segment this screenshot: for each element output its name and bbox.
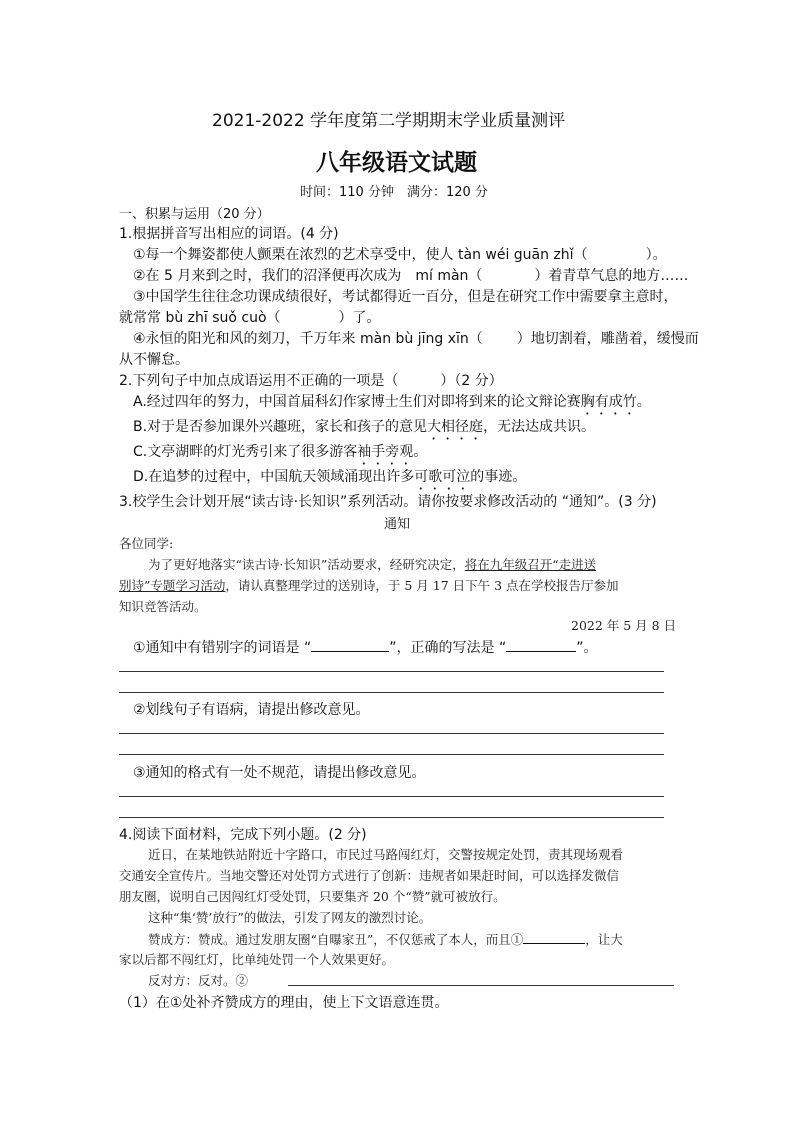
- q4-passage-line-5: 赞成方：赞成。通过发朋友圈“自曝家丑”，不仅惩戒了本人，而且① ，让大: [148, 929, 623, 948]
- q1-item-2: ②在 5 月来到之时，我们的沼泽便再次成为 mí màn（ ）着青草气息的地方……: [133, 268, 689, 284]
- q1-item-3b: 就常常 bù zhī suǒ cuò（ ）了。: [119, 310, 381, 326]
- notice-body-line-2: 别诗”专题学习活动，请认真整理学过的送别诗，于 5 月 17 日下午 3 点在学校报告厅参加: [119, 578, 619, 593]
- q2-stem: 2.下列句子中加点成语运用不正确的一项是（ ）（2 分）: [119, 373, 503, 389]
- answer-line[interactable]: [119, 796, 664, 797]
- q4-stem: 4.阅读下面材料，完成下列小题。(2 分): [119, 827, 367, 843]
- q1-stem: 1.根据拼音写出相应的词语。(4 分): [119, 226, 339, 242]
- answer-line[interactable]: [119, 817, 664, 818]
- q2-option-b: B.对于是否参加课外兴趣班，家长和孩子的意见大相径庭，无法达成共识。: [133, 419, 596, 435]
- notice-title: 通知: [384, 517, 411, 532]
- q4-passage-line-1: 近日，在某地铁站附近十字路口，市民过马路闯红灯，交警按规定处罚，责其现场观看: [148, 847, 624, 862]
- q1-item-3a: ③中国学生往往念功课成绩很好，考试都得近一百分，但是在研究工作中需要拿主意时，: [133, 289, 678, 305]
- q3-sub-2: ②划线句子有语病，请提出修改意见。: [133, 702, 370, 718]
- q4-passage-line-6: 家以后都不闯红灯，比单纯处罚一个人效果更好。: [119, 952, 395, 967]
- q4-passage-line-3: 朋友圈，说明自己因闯红灯受处罚，只要集齐 20 个“赞”就可被放行。: [119, 889, 506, 904]
- answer-blank[interactable]: [506, 637, 576, 652]
- answer-line[interactable]: [119, 733, 664, 734]
- q3-sub-1: ①通知中有错别字的词语是 “ ”，正确的写法是 “ ”。: [133, 637, 598, 657]
- answer-blank[interactable]: [523, 929, 585, 944]
- section-heading: 一、积累与运用（20 分）: [119, 207, 270, 222]
- q4-passage-line-7: 反对方：反对。②: [148, 973, 249, 988]
- answer-blank[interactable]: [311, 637, 389, 652]
- q1-item-1: ①每一个舞姿都使人颤栗在浓烈的艺术享受中，使人 tàn wéi guān zhǐ（ ）。: [133, 247, 667, 263]
- notice-body-line-3: 知识竞答活动。: [119, 599, 207, 614]
- q3-sub-3: ③通知的格式有一处不规范，请提出修改意见。: [133, 765, 426, 781]
- answer-line[interactable]: [119, 671, 664, 672]
- notice-date: 2022 年 5 月 8 日: [571, 618, 677, 633]
- exam-meta: 时间：110 分钟 满分：120 分: [300, 185, 488, 200]
- q4-passage-line-2: 交通安全宣传片。当地交警还对处罚方式进行了创新：违规者如果赶时间，可以选择发微信: [119, 868, 620, 883]
- answer-line[interactable]: [288, 985, 674, 986]
- notice-greeting: 各位同学:: [119, 536, 174, 551]
- q1-item-4-cont: 从不懈怠。: [119, 352, 189, 368]
- q4-passage-line-4: 这种“集‘赞’放行”的做法，引发了网友的激烈讨论。: [148, 910, 432, 925]
- subject-title: 八年级语文试题: [316, 150, 477, 176]
- q1-item-4: ④永恒的阳光和风的刻刀，千万年来 màn bù jīng xīn（ ）地切割着，雕凿着，缓慢而: [133, 331, 699, 347]
- q3-stem: 3.校学生会计划开展“读古诗·长知识”系列活动。请你按要求修改活动的 “通知”。(3 分): [119, 494, 657, 510]
- exam-title: 2021-2022 学年度第二学期期末学业质量测评: [212, 111, 566, 131]
- answer-line[interactable]: [119, 692, 664, 693]
- answer-line[interactable]: [119, 754, 664, 755]
- notice-body-line-1: 为了更好地落实“读古诗·长知识”活动要求，经研究决定，将在九年级召开“走进送: [148, 557, 597, 572]
- q4-sub-1: （1）在①处补齐赞成方的理由，使上下文语意连贯。: [119, 995, 449, 1011]
- q2-option-a: A.经过四年的努力，中国首届科幻作家博士生们对即将到来的论文辩论赛胸有成竹。: [133, 394, 651, 410]
- q2-option-c: C.文亭湖畔的灯光秀引来了很多游客袖手旁观。: [133, 444, 428, 460]
- q2-option-d: D.在追梦的过程中，中国航天领域涌现出许多可歌可泣的事迹。: [133, 469, 527, 485]
